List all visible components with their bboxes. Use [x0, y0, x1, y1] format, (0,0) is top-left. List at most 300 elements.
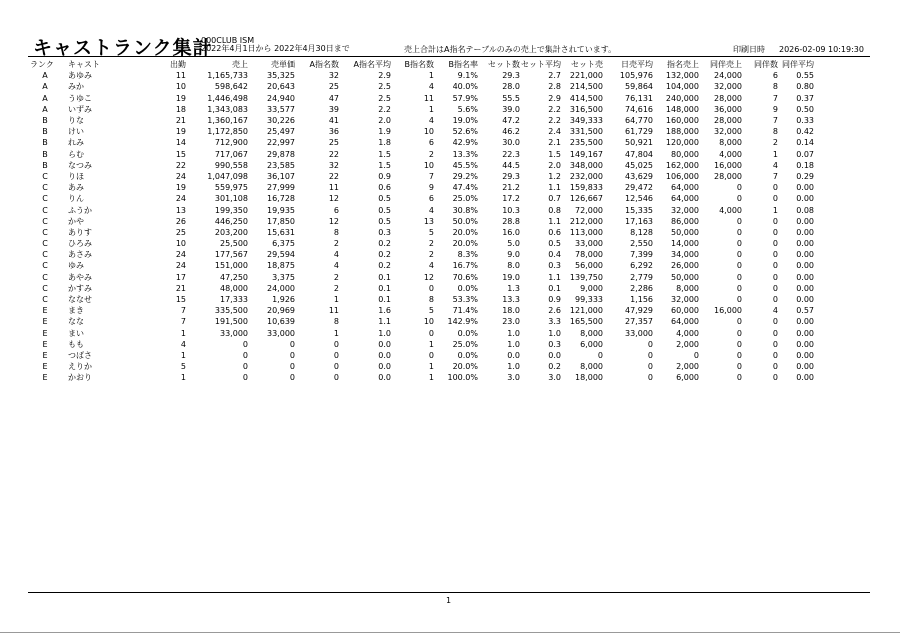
- table-row: [30, 361, 814, 372]
- table-row: [30, 238, 814, 249]
- table-cell: 0: [289, 362, 295, 372]
- table-cell: 2.1: [548, 138, 561, 148]
- table-cell: 0: [333, 362, 339, 372]
- table-cell: 0.00: [796, 317, 814, 327]
- table-cell: 4: [428, 205, 434, 215]
- table-cell: 8.0: [507, 261, 520, 271]
- table-cell: 36,107: [267, 171, 295, 181]
- table-cell: 0: [736, 295, 742, 305]
- rank-cell: E: [42, 317, 48, 327]
- table-cell: 0.29: [796, 171, 814, 181]
- table-cell: 712,900: [214, 138, 248, 148]
- table-cell: 0: [736, 373, 742, 383]
- table-cell: 1.1: [548, 272, 561, 282]
- table-cell: 0: [289, 339, 295, 349]
- rank-cell: C: [42, 216, 48, 226]
- table-cell: 50,921: [625, 138, 653, 148]
- table-row: [30, 70, 814, 81]
- table-cell: 3.0: [548, 373, 561, 383]
- table-row: [30, 204, 814, 215]
- table-cell: 990,558: [214, 160, 248, 170]
- table-cell: 46.2: [502, 127, 520, 137]
- table-cell: 27,999: [267, 183, 295, 193]
- table-cell: 18,875: [267, 261, 295, 271]
- rank-cell: E: [42, 339, 48, 349]
- cast-name-cell: りん: [68, 194, 84, 204]
- table-cell: 24: [175, 194, 186, 204]
- table-cell: 19: [175, 183, 186, 193]
- table-cell: 3.0: [507, 373, 520, 383]
- table-cell: 19.0%: [452, 116, 478, 126]
- table-cell: 0: [647, 362, 653, 372]
- table-cell: 235,500: [569, 138, 603, 148]
- table-cell: 20,969: [267, 306, 295, 316]
- table-cell: 24: [175, 261, 186, 271]
- table-cell: 9.1%: [457, 71, 478, 81]
- table-cell: 4: [180, 339, 186, 349]
- table-cell: 1: [180, 373, 186, 383]
- table-cell: 717,067: [214, 149, 248, 159]
- table-cell: 106,000: [665, 171, 699, 181]
- table-cell: 2: [333, 239, 339, 249]
- table-cell: 29,878: [267, 149, 295, 159]
- table-cell: 2,000: [676, 362, 699, 372]
- table-cell: 64,000: [671, 317, 699, 327]
- header-rule: [28, 56, 870, 57]
- table-cell: 14: [175, 138, 186, 148]
- table-cell: 0.1: [548, 283, 561, 293]
- table-cell: 35,325: [267, 71, 295, 81]
- table-cell: 42.9%: [452, 138, 478, 148]
- table-cell: 50.0%: [452, 216, 478, 226]
- table-cell: 24,000: [267, 283, 295, 293]
- table-cell: 2,000: [676, 339, 699, 349]
- table-cell: 0: [333, 373, 339, 383]
- table-cell: 71.4%: [452, 306, 478, 316]
- table-cell: 8,128: [630, 227, 653, 237]
- table-cell: 6,292: [630, 261, 653, 271]
- table-cell: 142.9%: [447, 317, 478, 327]
- table-row: [30, 93, 814, 104]
- table-cell: 20.0%: [452, 362, 478, 372]
- table-cell: 26: [175, 216, 186, 226]
- table-cell: 0.55: [796, 71, 814, 81]
- footer-rule: [28, 592, 870, 593]
- table-cell: 151,000: [214, 261, 248, 271]
- table-cell: 13: [423, 216, 434, 226]
- table-cell: 0: [772, 250, 778, 260]
- cast-name-cell: うゆこ: [68, 93, 92, 103]
- cast-name-cell: なつみ: [68, 160, 92, 170]
- table-cell: 160,000: [665, 116, 699, 126]
- table-cell: 32,000: [714, 82, 742, 92]
- table-cell: 16.0: [502, 227, 520, 237]
- table-cell: 0.3: [378, 227, 391, 237]
- cast-name-cell: けい: [68, 127, 84, 137]
- table-cell: 1: [180, 328, 186, 338]
- table-cell: 2.8: [548, 82, 561, 92]
- table-cell: 50,000: [671, 227, 699, 237]
- table-cell: 0: [772, 183, 778, 193]
- table-cell: 1.3: [507, 283, 520, 293]
- table-cell: 0.3: [548, 339, 561, 349]
- table-cell: 53.3%: [452, 295, 478, 305]
- table-cell: 25,500: [220, 239, 248, 249]
- table-cell: 44.5: [502, 160, 520, 170]
- table-cell: 0.42: [796, 127, 814, 137]
- table-cell: 0.0: [507, 350, 520, 360]
- table-cell: 36: [328, 127, 339, 137]
- table-cell: 0: [736, 328, 742, 338]
- column-header: ランク: [30, 60, 54, 70]
- table-cell: 212,000: [569, 216, 603, 226]
- table-cell: 55.5: [502, 93, 520, 103]
- table-cell: 11: [175, 71, 186, 81]
- table-cell: 21.2: [502, 183, 520, 193]
- table-row: [30, 104, 814, 115]
- table-cell: 6,000: [676, 373, 699, 383]
- table-cell: 47,804: [625, 149, 653, 159]
- table-cell: 0.0%: [457, 283, 478, 293]
- table-cell: 8: [772, 127, 778, 137]
- table-cell: 0.1: [378, 283, 391, 293]
- table-cell: 1: [428, 373, 434, 383]
- rank-cell: C: [42, 239, 48, 249]
- table-cell: 177,567: [214, 250, 248, 260]
- table-cell: 0: [736, 261, 742, 271]
- table-cell: 17.2: [502, 194, 520, 204]
- table-cell: 2: [428, 149, 434, 159]
- table-cell: 1,172,850: [207, 127, 248, 137]
- table-cell: 26,000: [671, 261, 699, 271]
- table-cell: 2.6: [548, 306, 561, 316]
- column-header: セット数: [488, 60, 520, 70]
- table-header-row: [30, 59, 814, 70]
- printed-value: 2026-02-09 10:19:30: [779, 45, 864, 54]
- table-cell: 0.1: [378, 295, 391, 305]
- table-cell: 8: [333, 317, 339, 327]
- table-cell: 10: [175, 82, 186, 92]
- table-cell: 0: [772, 261, 778, 271]
- cast-name-cell: ふうか: [68, 205, 92, 215]
- table-cell: 0.14: [796, 138, 814, 148]
- table-cell: 0: [772, 216, 778, 226]
- table-cell: 0: [736, 239, 742, 249]
- table-cell: 149,167: [569, 149, 603, 159]
- table-cell: 0.0: [378, 373, 391, 383]
- table-cell: 3,375: [272, 272, 295, 282]
- table-cell: 199,350: [214, 205, 248, 215]
- table-cell: 45,025: [625, 160, 653, 170]
- table-row: [30, 316, 814, 327]
- table-cell: 0.08: [796, 205, 814, 215]
- table-cell: 1.1: [548, 216, 561, 226]
- table-cell: 139,750: [569, 272, 603, 282]
- table-cell: 10: [423, 160, 434, 170]
- table-cell: 0: [333, 339, 339, 349]
- table-cell: 1: [180, 350, 186, 360]
- table-cell: 41: [328, 116, 339, 126]
- table-cell: 56,000: [575, 261, 603, 271]
- table-cell: 0.00: [796, 362, 814, 372]
- table-cell: 47.4%: [452, 183, 478, 193]
- table-cell: 0.00: [796, 250, 814, 260]
- table-cell: 0.37: [796, 93, 814, 103]
- table-cell: 0.5: [378, 194, 391, 204]
- table-cell: 159,833: [569, 183, 603, 193]
- cast-name-cell: ゆみ: [68, 261, 84, 271]
- table-cell: 28,000: [714, 93, 742, 103]
- table-row: [30, 171, 814, 182]
- table-cell: 11: [423, 93, 434, 103]
- table-cell: 0: [597, 350, 603, 360]
- cast-name-cell: あやみ: [68, 272, 92, 282]
- table-cell: 2.2: [548, 104, 561, 114]
- table-cell: 1.0: [507, 339, 520, 349]
- table-cell: 24,940: [267, 93, 295, 103]
- table-cell: 9: [428, 183, 434, 193]
- table-cell: 78,000: [575, 250, 603, 260]
- table-cell: 1.0: [507, 362, 520, 372]
- table-cell: 132,000: [665, 71, 699, 81]
- table-cell: 5.6%: [457, 104, 478, 114]
- table-cell: 0.6: [378, 183, 391, 193]
- rank-cell: C: [42, 261, 48, 271]
- table-cell: 22: [328, 149, 339, 159]
- table-cell: 3.3: [548, 317, 561, 327]
- cast-name-cell: らむ: [68, 149, 84, 159]
- table-cell: 7: [180, 317, 186, 327]
- table-cell: 1,926: [272, 295, 295, 305]
- table-cell: 1: [428, 362, 434, 372]
- table-cell: 0: [289, 373, 295, 383]
- table-cell: 8,000: [580, 328, 603, 338]
- table-cell: 25.0%: [452, 339, 478, 349]
- rank-cell: C: [42, 295, 48, 305]
- table-cell: 22: [328, 171, 339, 181]
- table-row: [30, 283, 814, 294]
- rank-cell: E: [42, 373, 48, 383]
- table-cell: 0.7: [548, 194, 561, 204]
- rank-cell: C: [42, 272, 48, 282]
- table-row: [30, 260, 814, 271]
- page-number: 1: [446, 596, 452, 605]
- table-cell: 1: [772, 205, 778, 215]
- table-cell: 8: [772, 82, 778, 92]
- rank-cell: B: [42, 116, 48, 126]
- table-cell: 28,000: [714, 171, 742, 181]
- table-cell: 61,729: [625, 127, 653, 137]
- table-cell: 4: [333, 250, 339, 260]
- table-cell: 13: [175, 205, 186, 215]
- table-cell: 74,616: [625, 104, 653, 114]
- table-row: [30, 115, 814, 126]
- table-cell: 6: [428, 138, 434, 148]
- table-cell: 100.0%: [447, 373, 478, 383]
- table-cell: 2.0: [548, 160, 561, 170]
- table-cell: 18,000: [575, 373, 603, 383]
- table-cell: 0.6: [548, 227, 561, 237]
- cast-name-cell: えりか: [68, 362, 92, 372]
- table-cell: 19: [175, 93, 186, 103]
- rank-cell: A: [42, 93, 48, 103]
- table-cell: 1.8: [378, 138, 391, 148]
- table-cell: 29.3: [502, 171, 520, 181]
- table-cell: 0: [242, 373, 248, 383]
- table-cell: 10: [175, 239, 186, 249]
- table-cell: 23.0: [502, 317, 520, 327]
- table-cell: 126,667: [569, 194, 603, 204]
- table-cell: 0: [647, 373, 653, 383]
- column-header: 出勤: [170, 60, 186, 70]
- table-cell: 0.0%: [457, 328, 478, 338]
- table-cell: 1.0: [507, 328, 520, 338]
- cast-name-cell: あみ: [68, 183, 84, 193]
- table-cell: 17,850: [267, 216, 295, 226]
- table-cell: 0.00: [796, 339, 814, 349]
- cast-name-cell: りな: [68, 116, 84, 126]
- printed-datetime: [733, 44, 864, 55]
- table-cell: 40.0%: [452, 82, 478, 92]
- table-cell: 16,000: [714, 160, 742, 170]
- table-cell: 232,000: [569, 171, 603, 181]
- table-cell: 16,000: [714, 306, 742, 316]
- table-cell: 52.6%: [452, 127, 478, 137]
- table-cell: 12,546: [625, 194, 653, 204]
- column-header: セット売: [571, 60, 603, 70]
- table-cell: 2.4: [548, 127, 561, 137]
- table-cell: 25,497: [267, 127, 295, 137]
- table-cell: 1: [428, 71, 434, 81]
- table-cell: 0.0: [378, 350, 391, 360]
- table-cell: 76,131: [625, 93, 653, 103]
- cast-name-cell: かや: [68, 216, 84, 226]
- table-cell: 0.0: [378, 339, 391, 349]
- table-cell: 191,500: [214, 317, 248, 327]
- table-cell: 1.2: [548, 171, 561, 181]
- table-cell: 15,631: [267, 227, 295, 237]
- table-cell: 2.2: [378, 104, 391, 114]
- table-cell: 47,929: [625, 306, 653, 316]
- table-cell: 21: [175, 116, 186, 126]
- table-cell: 1: [428, 104, 434, 114]
- table-cell: 39: [328, 104, 339, 114]
- table-cell: 0.4: [548, 250, 561, 260]
- page-edge: [0, 632, 900, 633]
- table-cell: 59,864: [625, 82, 653, 92]
- table-cell: 15,335: [625, 205, 653, 215]
- table-cell: 316,500: [569, 104, 603, 114]
- table-cell: 24: [175, 171, 186, 181]
- table-cell: 25: [175, 227, 186, 237]
- table-cell: 13.3: [502, 295, 520, 305]
- table-cell: 1,165,733: [207, 71, 248, 81]
- table-cell: 45.5%: [452, 160, 478, 170]
- column-header: 同伴売上: [710, 60, 742, 70]
- table-cell: 29,594: [267, 250, 295, 260]
- cast-name-cell: いずみ: [68, 104, 92, 114]
- table-cell: 348,000: [569, 160, 603, 170]
- rank-cell: C: [42, 194, 48, 204]
- table-cell: 1: [428, 339, 434, 349]
- table-cell: 6,375: [272, 239, 295, 249]
- rank-cell: A: [42, 104, 48, 114]
- cast-name-cell: ななせ: [68, 295, 92, 305]
- table-row: [30, 137, 814, 148]
- cast-name-cell: みか: [68, 82, 84, 92]
- table-cell: 18: [175, 104, 186, 114]
- table-cell: 19,935: [267, 205, 295, 215]
- table-cell: 4: [333, 261, 339, 271]
- table-cell: 2.9: [548, 93, 561, 103]
- table-cell: 2.7: [548, 71, 561, 81]
- table-cell: 4: [772, 306, 778, 316]
- table-cell: 0.50: [796, 104, 814, 114]
- rank-cell: C: [42, 250, 48, 260]
- table-cell: 113,000: [569, 227, 603, 237]
- table-cell: 214,500: [569, 82, 603, 92]
- table-cell: 0: [289, 350, 295, 360]
- table-cell: 10: [423, 127, 434, 137]
- table-cell: 0: [772, 272, 778, 282]
- table-cell: 240,000: [665, 93, 699, 103]
- table-cell: 11: [328, 183, 339, 193]
- table-cell: 331,500: [569, 127, 603, 137]
- table-cell: 1: [333, 328, 339, 338]
- table-cell: 0: [736, 283, 742, 293]
- table-cell: 105,976: [619, 71, 653, 81]
- table-cell: 29,472: [625, 183, 653, 193]
- table-body: [30, 70, 814, 383]
- table-cell: 0.07: [796, 149, 814, 159]
- column-header: A指名数: [309, 60, 339, 70]
- table-cell: 0: [772, 194, 778, 204]
- table-cell: 72,000: [575, 205, 603, 215]
- cast-name-cell: かおり: [68, 373, 92, 383]
- table-cell: 0: [736, 339, 742, 349]
- table-cell: 0: [428, 283, 434, 293]
- table-cell: 17: [175, 272, 186, 282]
- table-cell: 4: [428, 116, 434, 126]
- table-cell: 2.9: [378, 71, 391, 81]
- cast-name-cell: ありす: [68, 227, 92, 237]
- table-cell: 10.3: [502, 205, 520, 215]
- table-cell: 0.5: [378, 216, 391, 226]
- table-cell: 29.3: [502, 71, 520, 81]
- table-cell: 0.00: [796, 183, 814, 193]
- table-cell: 0: [736, 362, 742, 372]
- table-cell: 0.00: [796, 216, 814, 226]
- table-cell: 20,643: [267, 82, 295, 92]
- cast-name-cell: なな: [68, 317, 84, 327]
- rank-cell: B: [42, 160, 48, 170]
- table-cell: 0: [242, 362, 248, 372]
- table-cell: 9.0: [507, 250, 520, 260]
- rank-cell: C: [42, 205, 48, 215]
- table-cell: 2: [333, 283, 339, 293]
- table-cell: 0: [736, 250, 742, 260]
- table-cell: 0.00: [796, 261, 814, 271]
- table-cell: 0: [772, 283, 778, 293]
- table-cell: 1,446,498: [207, 93, 248, 103]
- table-cell: 1,360,167: [207, 116, 248, 126]
- table-cell: 33,000: [267, 328, 295, 338]
- table-cell: 7: [428, 171, 434, 181]
- table-cell: 1.1: [548, 183, 561, 193]
- table-cell: 15: [175, 149, 186, 159]
- column-header: 同伴数: [754, 60, 778, 70]
- rank-cell: C: [42, 283, 48, 293]
